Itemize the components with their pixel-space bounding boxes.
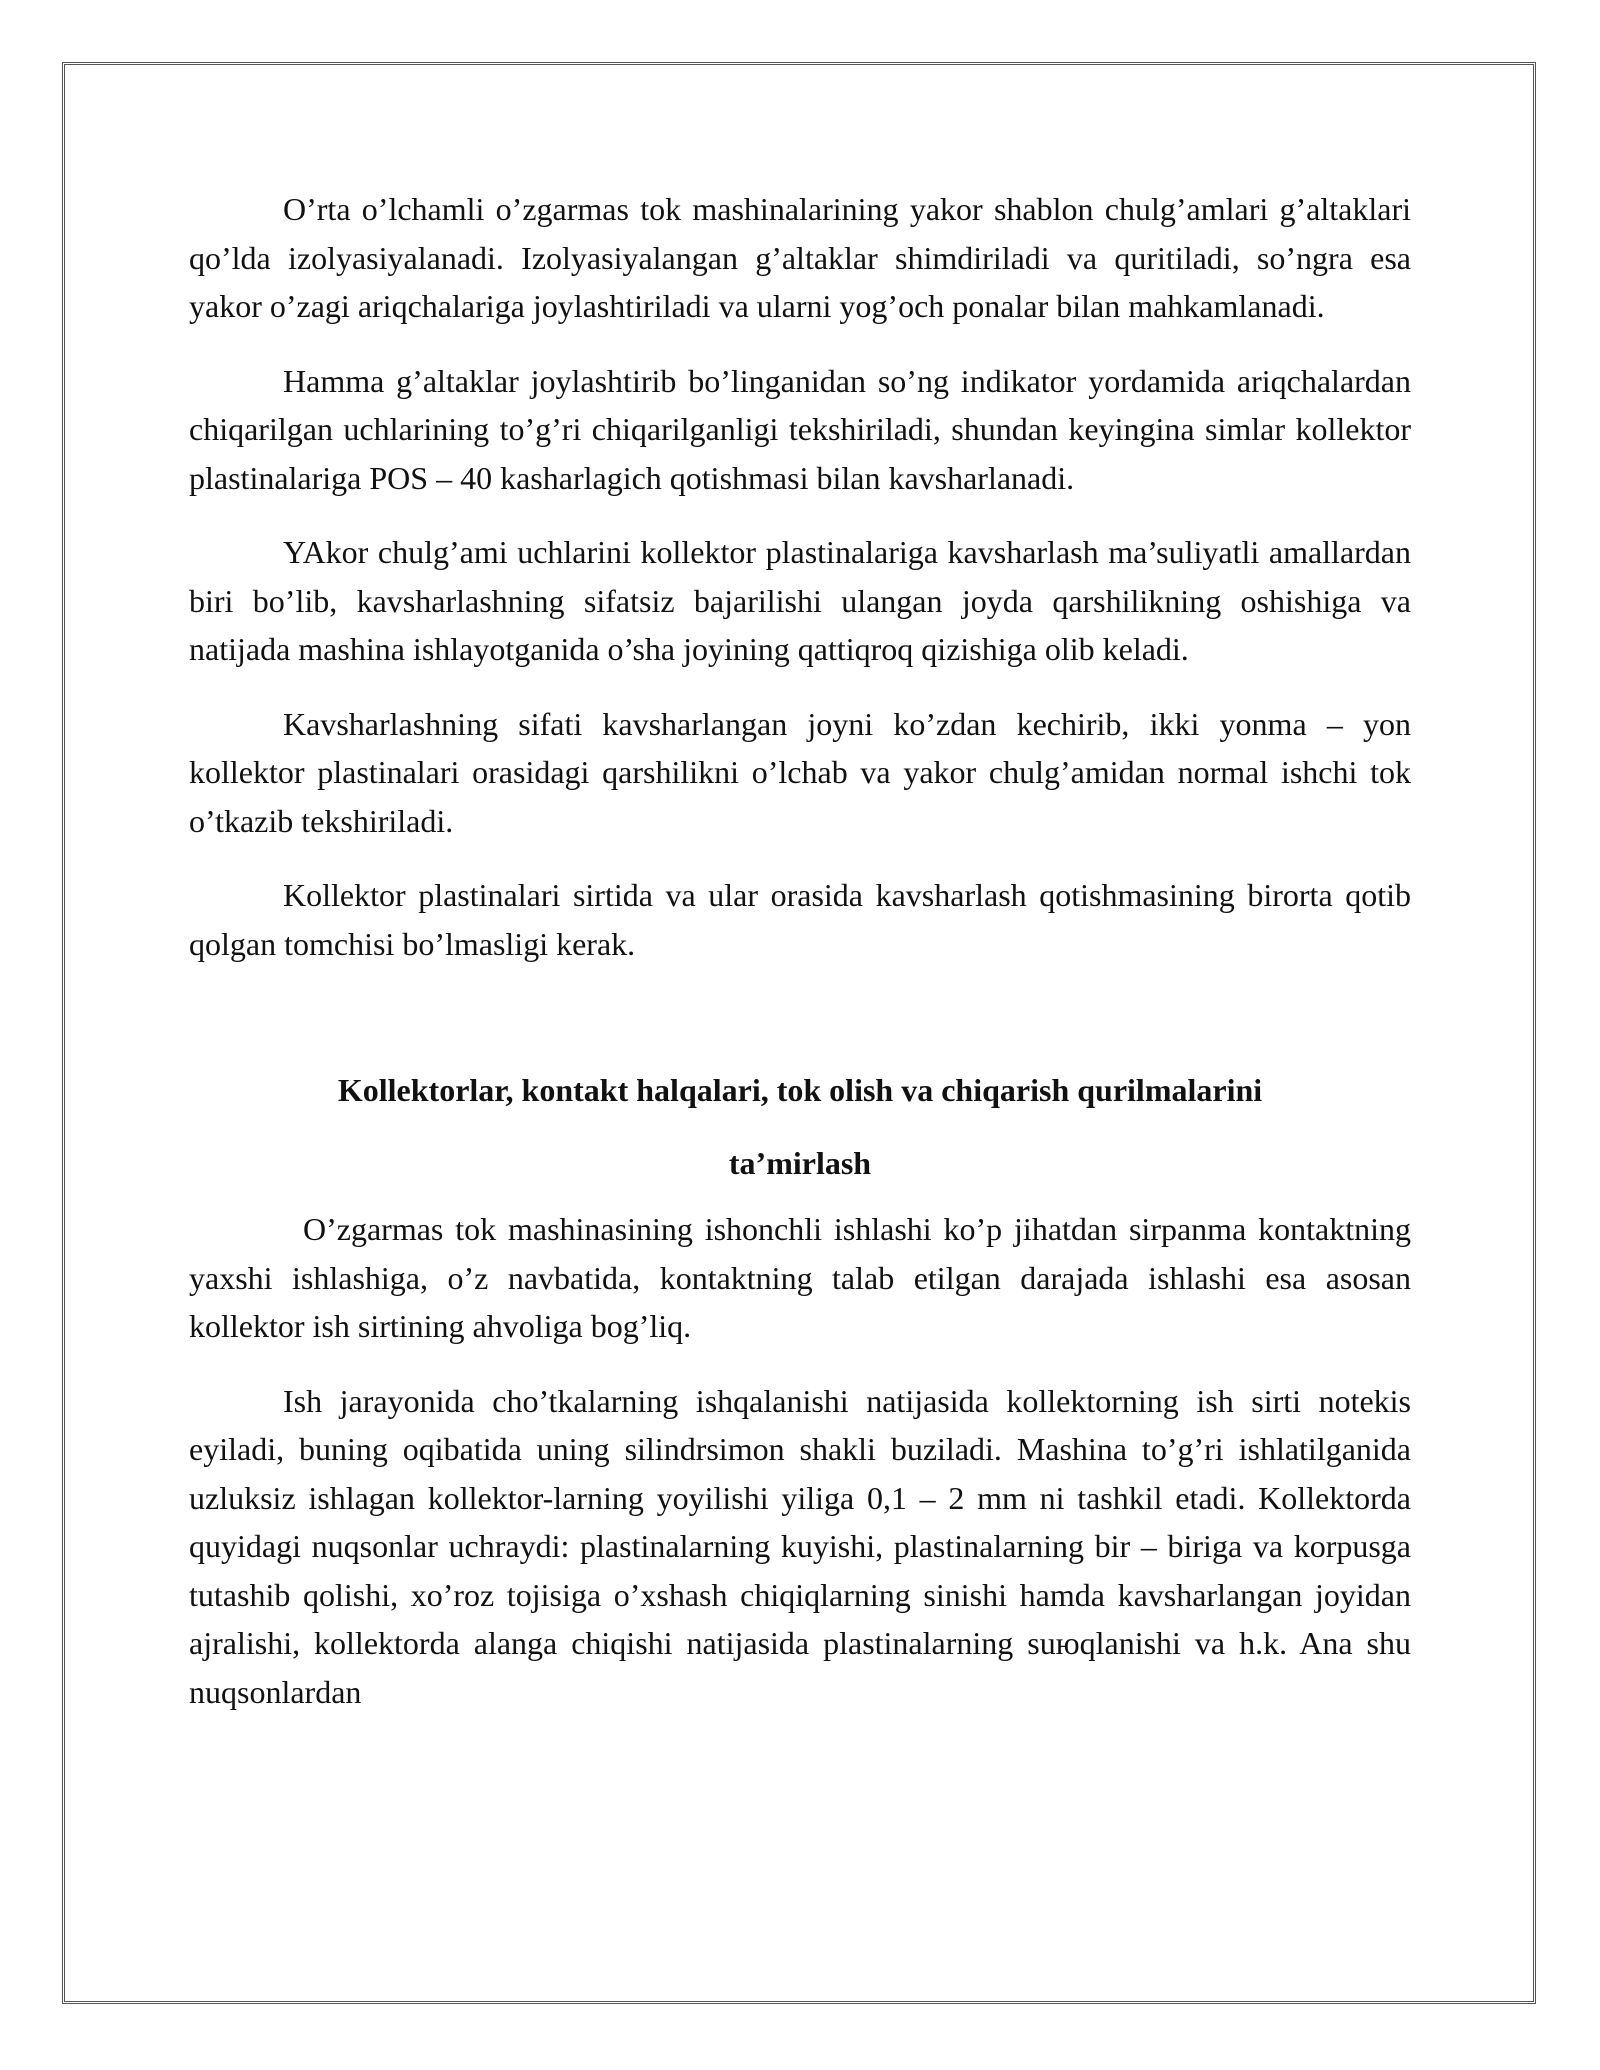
paragraph-coil-placement: Hamma g’altaklar joylashtirib bo’linganidan so’ng indikator yordamida ariqchalardan chiqarilgan uchlarining to’g’ri chiqarilganligi tekshiriladi, shundan keyingina simlar kollektor plastinalariga POS – 40 kasharlagich qotishmasi bilan kavsharlanadi. [189, 362, 1411, 496]
section-heading [189, 1066, 1411, 1187]
paragraph-armature-coils: O’rta o’lchamli o’zgarmas tok mashinalarining yakor shablon chulg’amlari g’altaklari qo’lda izolyasiyalanadi. Izolyasiyalangan g’altaklar shimdiriladi va quritiladi, so’ngra esa yakor o’zagi ariqchalariga joylashtiriladi va ularni yog’och ponalar bilan mahkamlanadi. [189, 191, 1411, 324]
paragraph-soldering-quality: Kavsharlashning sifati kavsharlangan joyni ko’zdan kechirib, ikki yonma – yon kollektor plastinalari orasidagi qarshilikni o’lchab va yakor chulg’amidan normal ishchi tok o’tkazib tekshiriladi. [189, 705, 1411, 839]
section-heading-line-2: ta’mirlash [728, 1145, 872, 1181]
paragraph-commutator-wear: Ish jarayonida cho’tkalarning ishqalanishi natijasida kollektorning ish sirti notekis eyiladi, buning oqibatida uning silindrsimon shakli buziladi. Mashina to’g’ri ishlatilganida uzluksiz ishlagan kollektor-larning yoyilishi yiliga 0,1 – 2 mm ni tashkil etadi. Kollektorda quyidagi nuqsonlar uchraydi: plastinalarning kuyishi, plastinalarning bir – biriga va korpusga tutashib qolishi, xo’roz tojisiga o’xshash chiqiqlarning sinishi hamda kavsharlangan joyidan ajralishi, kollektorda alanga chiqishi natijasida plastinalarning suюqlanishi va h.k. Ana shu nuqsonlardan [189, 1382, 1411, 1710]
section-heading-line-1: Kollektorlar, kontakt halqalari, tok olish va chiqarish qurilmalarini [337, 1072, 1263, 1108]
paragraph-soldering-responsibility: YAkor chulg’ami uchlarini kollektor plastinalariga kavsharlash ma’suliyatli amallardan biri bo’lib, kavsharlashning sifatsiz bajarilishi ulangan joyda qarshilikning oshishiga va natijada mashina ishlayotganida o’sha joyining qattiqroq qizishiga olib keladi. [189, 534, 1411, 667]
paragraph-solder-drops: Kollektor plastinalari sirtida va ular orasida kavsharlash qotishmasining birorta qotib qolgan tomchisi bo’lmasligi kerak. [189, 877, 1411, 962]
document-body [189, 185, 1411, 1742]
paragraph-dc-machine-reliability: O’zgarmas tok mashinasining ishonchli ishlashi ko’p jihatdan sirpanma kontaktning yaxshi ishlashiga, o’z navbatida, kontaktning talab etilgan darajada ishlashi esa asosan kollektor ish sirtining ahvoliga bog’liq. [189, 1211, 1411, 1344]
